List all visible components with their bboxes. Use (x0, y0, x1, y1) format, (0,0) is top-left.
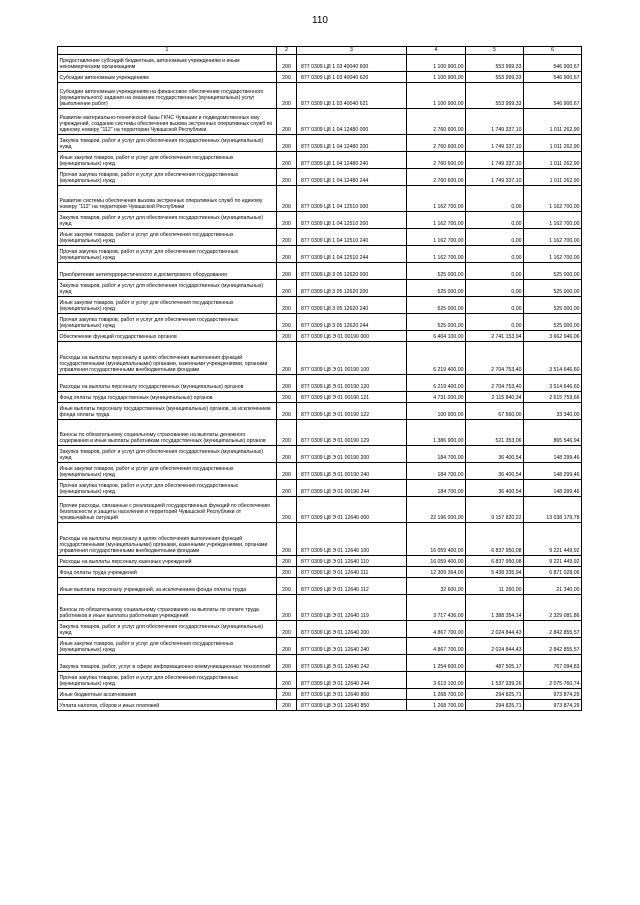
row-grbs: 200 (277, 638, 297, 655)
table-row (58, 392, 582, 403)
row-amount-executed: 1 749 337,10 (466, 169, 524, 186)
row-grbs: 200 (277, 152, 297, 169)
row-amount-executed: 67 560,00 (466, 403, 524, 420)
row-amount-executed: 6 837 950,08 (466, 523, 524, 556)
row-code: 877 0309 Ц8 1 04 12510 000 (297, 186, 407, 212)
row-grbs: 200 (277, 672, 297, 689)
row-amount-remaining: 2 615 759,66 (524, 392, 582, 403)
row-grbs: 200 (277, 246, 297, 263)
row-amount-approved: 1 162 700,00 (407, 186, 466, 212)
row-amount-remaining: 767 094,83 (524, 655, 582, 672)
row-amount-executed: 2 115 840,34 (466, 392, 524, 403)
table-row (58, 55, 582, 72)
row-grbs: 200 (277, 497, 297, 523)
row-code: 877 0309 Ц8 1 04 12480 240 (297, 152, 407, 169)
table-row (58, 446, 582, 463)
row-grbs: 200 (277, 212, 297, 229)
row-grbs: 200 (277, 72, 297, 83)
row-name: Закупка товаров, работ и услуг для обеспечения государственных (муниципальных) нужд (58, 212, 277, 229)
table-row (58, 280, 582, 297)
row-grbs: 200 (277, 263, 297, 280)
row-name: Закупка товаров, работ и услуг для обеспечения государственных (муниципальных) нужд (58, 621, 277, 638)
table-row (58, 523, 582, 556)
row-name: Прочая закупка товаров, работ и услуг для обеспечения государственных (муниципальных) нужд (58, 480, 277, 497)
row-code: 877 0309 Ц8 Э 01 12640 200 (297, 621, 407, 638)
row-amount-remaining: 546 900,67 (524, 83, 582, 109)
header-col-2: 2 (277, 47, 297, 55)
row-amount-remaining: 525 000,00 (524, 263, 582, 280)
table-row (58, 152, 582, 169)
header-col-3: 3 (297, 47, 407, 55)
row-amount-executed: 0,00 (466, 246, 524, 263)
row-amount-remaining: 1 162 700,00 (524, 212, 582, 229)
row-name: Прочая закупка товаров, работ и услуг для обеспечения государственных (муниципальных) нужд (58, 672, 277, 689)
row-amount-remaining: 2 842 855,57 (524, 638, 582, 655)
header-col-5: 5 (466, 47, 524, 55)
row-grbs: 200 (277, 446, 297, 463)
row-amount-remaining: 525 000,00 (524, 297, 582, 314)
row-amount-approved: 22 196 000,00 (407, 497, 466, 523)
row-name: Расходы на выплаты персоналу в целях обеспечения выполнения функций государственными (муниципальными) органами, казенными учреждениями, органами управления государственными внебюджетными фондами (58, 342, 277, 375)
row-amount-remaining: 1 162 700,00 (524, 246, 582, 263)
row-name: Иные выплаты персоналу учреждений, за исключением фонда оплаты труда (58, 578, 277, 595)
table-row (58, 463, 582, 480)
row-code: 877 0309 Ц8 1 03 40040 621 (297, 83, 407, 109)
table-row (58, 595, 582, 621)
row-amount-approved: 1 162 700,00 (407, 229, 466, 246)
row-amount-remaining: 546 900,67 (524, 72, 582, 83)
budget-table-container (57, 46, 581, 711)
row-amount-approved: 6 219 400,00 (407, 375, 466, 392)
row-grbs: 200 (277, 403, 297, 420)
table-row (58, 621, 582, 638)
row-amount-remaining: 9 221 449,92 (524, 556, 582, 567)
row-code: 877 0309 Ц8 Э 01 00190 100 (297, 342, 407, 375)
row-code: 877 0309 Ц8 Э 01 12640 240 (297, 638, 407, 655)
row-amount-remaining: 3 514 646,60 (524, 375, 582, 392)
row-name: Расходы на выплаты персоналу государственных (муниципальных) органов (58, 375, 277, 392)
row-name: Расходы на выплаты персоналу в целях обеспечения выполнения функций государственными (муниципальными) органами, казенными учреждениями, органами управления государственными внебюджетными фондами (58, 523, 277, 556)
row-amount-remaining: 2 075 760,74 (524, 672, 582, 689)
table-row (58, 83, 582, 109)
row-amount-remaining: 13 038 179,78 (524, 497, 582, 523)
row-code: 877 0309 Ц8 Э 01 12640 119 (297, 595, 407, 621)
row-code: 877 0309 Ц8 3 05 12620 000 (297, 263, 407, 280)
header-row (58, 47, 582, 55)
row-amount-executed: 553 999,33 (466, 83, 524, 109)
row-grbs: 200 (277, 169, 297, 186)
row-code: 877 0309 Ц8 1 04 12480 000 (297, 109, 407, 135)
row-grbs: 200 (277, 420, 297, 446)
table-row (58, 169, 582, 186)
row-amount-remaining: 3 514 646,60 (524, 342, 582, 375)
row-name: Развитие системы обеспечения вызова экстренных оперативных служб по единому номеру "112" на территории Чувашской Республики (58, 186, 277, 212)
row-amount-remaining: 546 900,67 (524, 55, 582, 72)
row-grbs: 200 (277, 83, 297, 109)
row-amount-approved: 4 867 700,00 (407, 638, 466, 655)
row-code: 877 0309 Ц8 Э 01 12640 110 (297, 556, 407, 567)
row-amount-executed: 0,00 (466, 263, 524, 280)
row-amount-executed: 5 438 335,94 (466, 567, 524, 578)
row-amount-executed: 1 388 354,14 (466, 595, 524, 621)
row-code: 877 0309 Ц8 Э 01 00190 000 (297, 331, 407, 342)
table-row (58, 109, 582, 135)
row-grbs: 200 (277, 700, 297, 711)
table-row (58, 700, 582, 711)
table-row (58, 186, 582, 212)
row-amount-remaining: 525 000,00 (524, 314, 582, 331)
row-amount-approved: 2 760 600,00 (407, 135, 466, 152)
table-row (58, 480, 582, 497)
row-name: Прочая закупка товаров, работ и услуг для обеспечения государственных (муниципальных) нужд (58, 246, 277, 263)
row-amount-approved: 1 100 900,00 (407, 83, 466, 109)
table-row (58, 72, 582, 83)
table-row (58, 229, 582, 246)
row-amount-remaining: 525 000,00 (524, 280, 582, 297)
row-name: Субсидии автономным учреждениям на финансовое обеспечение государственного (муниципального) задания на оказание государственных (муниципальных) услуг (выполнение работ) (58, 83, 277, 109)
row-code: 877 0309 Ц8 Э 01 00190 121 (297, 392, 407, 403)
header-col-4: 4 (407, 47, 466, 55)
row-grbs: 200 (277, 109, 297, 135)
row-amount-approved: 6 404 100,00 (407, 331, 466, 342)
row-name: Закупка товаров, работ и услуг для обеспечения государственных (муниципальных) нужд (58, 446, 277, 463)
row-code: 877 0309 Ц8 1 04 12510 200 (297, 212, 407, 229)
row-amount-approved: 1 162 700,00 (407, 246, 466, 263)
header-col-6: 6 (524, 47, 582, 55)
table-row (58, 403, 582, 420)
row-amount-approved: 3 613 100,00 (407, 672, 466, 689)
row-amount-approved: 4 731 000,00 (407, 392, 466, 403)
row-amount-remaining: 1 011 262,90 (524, 109, 582, 135)
row-name: Закупка товаров, работ и услуг для обеспечения государственных (муниципальных) нужд (58, 280, 277, 297)
table-row (58, 655, 582, 672)
row-amount-approved: 3 717 436,00 (407, 595, 466, 621)
page-number: 110 (312, 15, 328, 26)
row-amount-executed: 1 749 337,10 (466, 109, 524, 135)
row-name: Уплата налогов, сборов и иных платежей (58, 700, 277, 711)
row-code: 877 0309 Ц8 Э 01 12640 800 (297, 689, 407, 700)
row-grbs: 200 (277, 55, 297, 72)
row-amount-approved: 1 268 700,00 (407, 700, 466, 711)
row-amount-remaining: 33 340,00 (524, 403, 582, 420)
row-amount-approved: 1 100 900,00 (407, 55, 466, 72)
row-name: Взносы по обязательному социальному страхованию на выплаты денежного содержания и иные выплаты работникам государственных (муниципальных) органов (58, 420, 277, 446)
row-amount-executed: 294 825,71 (466, 689, 524, 700)
row-grbs: 200 (277, 314, 297, 331)
row-amount-approved: 1 268 700,00 (407, 689, 466, 700)
row-amount-executed: 1 749 337,10 (466, 135, 524, 152)
row-amount-executed: 2 741 153,94 (466, 331, 524, 342)
row-grbs: 200 (277, 392, 297, 403)
row-amount-executed: 0,00 (466, 186, 524, 212)
row-name: Расходы на выплаты персоналу казенных учреждений (58, 556, 277, 567)
row-grbs: 200 (277, 556, 297, 567)
row-amount-approved: 525 000,00 (407, 263, 466, 280)
row-amount-remaining: 1 011 262,90 (524, 152, 582, 169)
row-grbs: 200 (277, 621, 297, 638)
row-amount-remaining: 148 299,46 (524, 446, 582, 463)
table-row (58, 556, 582, 567)
row-grbs: 200 (277, 135, 297, 152)
table-row (58, 212, 582, 229)
row-grbs: 200 (277, 375, 297, 392)
row-grbs: 200 (277, 595, 297, 621)
row-name: Взносы по обязательному социальному страхованию на выплаты по оплате труда работников и иные выплаты работникам учреждений (58, 595, 277, 621)
row-amount-approved: 1 100 900,00 (407, 72, 466, 83)
row-amount-executed: 2 704 753,40 (466, 342, 524, 375)
row-name: Закупка товаров, работ, услуг в сфере информационно-коммуникационных технологий (58, 655, 277, 672)
row-amount-approved: 1 162 700,00 (407, 212, 466, 229)
row-code: 877 0309 Ц8 Э 01 12640 244 (297, 672, 407, 689)
row-code: 877 0309 Ц8 1 03 40040 620 (297, 72, 407, 83)
header-col-1: 1 (58, 47, 277, 55)
row-amount-approved: 184 700,00 (407, 446, 466, 463)
row-grbs: 200 (277, 331, 297, 342)
table-header (58, 47, 582, 55)
row-grbs: 200 (277, 280, 297, 297)
row-amount-approved: 6 219 400,00 (407, 342, 466, 375)
row-code: 877 0309 Ц8 Э 01 00190 122 (297, 403, 407, 420)
row-amount-executed: 36 400,54 (466, 446, 524, 463)
row-amount-approved: 1 386 900,00 (407, 420, 466, 446)
row-amount-executed: 0,00 (466, 280, 524, 297)
row-amount-approved: 4 867 700,00 (407, 621, 466, 638)
row-amount-executed: 6 837 950,08 (466, 556, 524, 567)
row-code: 877 0309 Ц8 Э 01 00190 244 (297, 480, 407, 497)
table-row (58, 263, 582, 280)
row-amount-approved: 1 254 600,00 (407, 655, 466, 672)
row-code: 877 0309 Ц8 Э 01 12640 000 (297, 497, 407, 523)
row-name: Фонд оплаты труда государственных (муниципальных) органов (58, 392, 277, 403)
row-code: 877 0309 Ц8 Э 01 00190 120 (297, 375, 407, 392)
row-code: 877 0309 Ц8 Э 01 12640 111 (297, 567, 407, 578)
row-amount-executed: 2 024 844,43 (466, 621, 524, 638)
row-grbs: 200 (277, 655, 297, 672)
row-code: 877 0309 Ц8 1 04 12480 244 (297, 169, 407, 186)
table-row (58, 314, 582, 331)
row-amount-executed: 36 400,54 (466, 463, 524, 480)
row-name: Иные закупки товаров, работ и услуг для обеспечения государственных (муниципальных) нужд (58, 297, 277, 314)
row-amount-remaining: 148 299,46 (524, 480, 582, 497)
row-name: Иные закупки товаров, работ и услуг для обеспечения государственных (муниципальных) нужд (58, 229, 277, 246)
row-amount-approved: 32 600,00 (407, 578, 466, 595)
row-code: 877 0309 Ц8 Э 01 12640 850 (297, 700, 407, 711)
table-row (58, 672, 582, 689)
row-code: 877 0309 Ц8 Э 01 12640 112 (297, 578, 407, 595)
row-amount-executed: 553 999,33 (466, 72, 524, 83)
row-grbs: 200 (277, 186, 297, 212)
row-amount-executed: 0,00 (466, 314, 524, 331)
table-row (58, 638, 582, 655)
row-grbs: 200 (277, 297, 297, 314)
row-name: Иные закупки товаров, работ и услуг для обеспечения государственных (муниципальных) нужд (58, 152, 277, 169)
row-name: Прочая закупка товаров, работ и услуг для обеспечения государственных (муниципальных) нужд (58, 169, 277, 186)
row-code: 877 0309 Ц8 Э 01 12640 242 (297, 655, 407, 672)
row-amount-remaining: 1 011 262,90 (524, 169, 582, 186)
table-row (58, 297, 582, 314)
row-grbs: 200 (277, 480, 297, 497)
table-row (58, 567, 582, 578)
row-amount-approved: 525 000,00 (407, 314, 466, 331)
row-code: 877 0309 Ц8 Э 01 12640 100 (297, 523, 407, 556)
row-code: 877 0309 Ц8 1 03 40040 600 (297, 55, 407, 72)
row-code: 877 0309 Ц8 3 05 12620 240 (297, 297, 407, 314)
row-code: 877 0309 Ц8 3 05 12620 200 (297, 280, 407, 297)
table-row (58, 342, 582, 375)
row-code: 877 0309 Ц8 1 04 12480 200 (297, 135, 407, 152)
row-name: Фонд оплаты труда учреждений (58, 567, 277, 578)
row-amount-approved: 100 900,00 (407, 403, 466, 420)
table-row (58, 420, 582, 446)
row-name: Предоставление субсидий бюджетным, автономным учреждениям и иным некоммерческим организациям (58, 55, 277, 72)
table-row (58, 497, 582, 523)
row-amount-remaining: 2 842 855,57 (524, 621, 582, 638)
row-code: 877 0309 Ц8 3 05 12620 244 (297, 314, 407, 331)
row-amount-executed: 2 704 753,40 (466, 375, 524, 392)
row-name: Развитие материально-технической базы ГКЧС Чувашии и подведомственных ему учреждений, создание системы обеспечения вызова экстренных оперативных служб по единому номеру "112" на территории Чувашской Республики (58, 109, 277, 135)
row-amount-remaining: 9 221 449,92 (524, 523, 582, 556)
table-body (58, 55, 582, 711)
row-grbs: 200 (277, 342, 297, 375)
table-row (58, 246, 582, 263)
row-amount-executed: 1 537 339,26 (466, 672, 524, 689)
row-amount-approved: 12 309 364,00 (407, 567, 466, 578)
row-name: Закупка товаров, работ и услуг для обеспечения государственных (муниципальных) нужд (58, 135, 277, 152)
row-amount-executed: 2 024 844,43 (466, 638, 524, 655)
row-amount-executed: 0,00 (466, 229, 524, 246)
table-row (58, 689, 582, 700)
row-amount-executed: 0,00 (466, 212, 524, 229)
row-amount-approved: 184 700,00 (407, 463, 466, 480)
row-amount-remaining: 21 340,00 (524, 578, 582, 595)
row-amount-remaining: 1 162 700,00 (524, 229, 582, 246)
table-row (58, 331, 582, 342)
row-amount-approved: 184 700,00 (407, 480, 466, 497)
row-amount-approved: 525 000,00 (407, 297, 466, 314)
row-amount-approved: 2 760 600,00 (407, 169, 466, 186)
row-amount-approved: 2 760 600,00 (407, 109, 466, 135)
row-code: 877 0309 Ц8 1 04 12510 244 (297, 246, 407, 263)
row-grbs: 200 (277, 578, 297, 595)
row-amount-remaining: 6 871 028,06 (524, 567, 582, 578)
row-name: Иные выплаты персоналу государственных (муниципальных) органов, за исключением фонда оплаты труда (58, 403, 277, 420)
row-grbs: 200 (277, 229, 297, 246)
row-name: Иные закупки товаров, работ и услуг для обеспечения государственных (муниципальных) нужд (58, 638, 277, 655)
table-row (58, 135, 582, 152)
row-amount-approved: 525 000,00 (407, 280, 466, 297)
row-name: Прочие расходы, связанные с реализацией государственных функций по обеспечению безопасности и защиты населения и территорий Чувашской Республики от чрезвычайных ситуаций (58, 497, 277, 523)
row-amount-executed: 36 400,54 (466, 480, 524, 497)
row-amount-remaining: 1 011 262,90 (524, 135, 582, 152)
row-grbs: 200 (277, 689, 297, 700)
table-row (58, 578, 582, 595)
row-amount-remaining: 973 874,29 (524, 689, 582, 700)
row-name: Иные бюджетные ассигнования (58, 689, 277, 700)
row-amount-remaining: 973 874,29 (524, 700, 582, 711)
row-amount-executed: 11 260,00 (466, 578, 524, 595)
row-amount-executed: 1 749 337,10 (466, 152, 524, 169)
table-row (58, 375, 582, 392)
row-name: Приобретение антитеррористического и досмотрового оборудования (58, 263, 277, 280)
row-code: 877 0309 Ц8 1 04 12510 240 (297, 229, 407, 246)
row-name: Прочая закупка товаров, работ и услуг для обеспечения государственных (муниципальных) нужд (58, 314, 277, 331)
row-amount-approved: 2 760 600,00 (407, 152, 466, 169)
row-grbs: 200 (277, 523, 297, 556)
row-amount-remaining: 1 162 700,00 (524, 186, 582, 212)
row-amount-executed: 487 505,17 (466, 655, 524, 672)
row-code: 877 0309 Ц8 Э 01 00190 200 (297, 446, 407, 463)
row-amount-executed: 0,00 (466, 297, 524, 314)
row-amount-executed: 553 999,33 (466, 55, 524, 72)
row-amount-approved: 16 059 400,00 (407, 556, 466, 567)
row-amount-approved: 16 059 400,00 (407, 523, 466, 556)
row-code: 877 0309 Ц8 Э 01 00190 240 (297, 463, 407, 480)
row-name: Субсидии автономным учреждениям (58, 72, 277, 83)
row-grbs: 200 (277, 463, 297, 480)
row-amount-remaining: 148 299,46 (524, 463, 582, 480)
row-amount-remaining: 865 546,94 (524, 420, 582, 446)
row-amount-executed: 294 825,71 (466, 700, 524, 711)
row-grbs: 200 (277, 567, 297, 578)
row-amount-executed: 521 353,06 (466, 420, 524, 446)
budget-table (57, 46, 582, 711)
row-code: 877 0309 Ц8 Э 01 00190 129 (297, 420, 407, 446)
row-amount-remaining: 3 662 946,06 (524, 331, 582, 342)
row-amount-executed: 9 157 820,22 (466, 497, 524, 523)
row-amount-remaining: 2 329 081,86 (524, 595, 582, 621)
row-name: Обеспечение функций государственных органов (58, 331, 277, 342)
row-name: Иные закупки товаров, работ и услуг для обеспечения государственных (муниципальных) нужд (58, 463, 277, 480)
